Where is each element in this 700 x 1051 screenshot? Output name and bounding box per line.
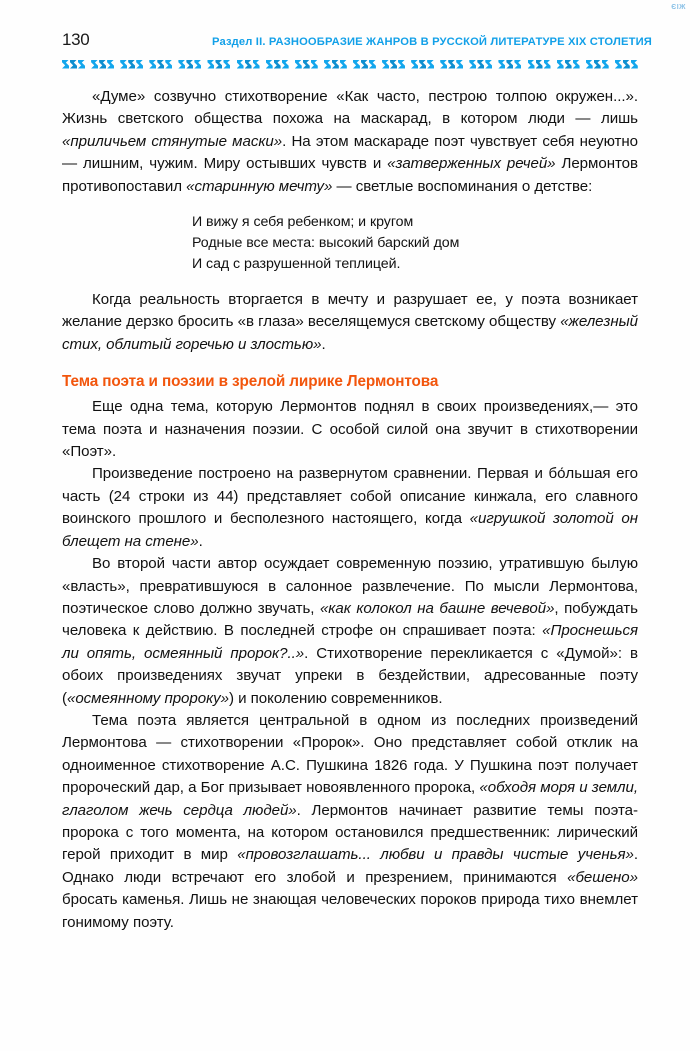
ornament-group bbox=[528, 60, 551, 69]
ornament-group bbox=[91, 60, 114, 69]
page-number: 130 bbox=[62, 30, 90, 49]
ornament-unit-icon bbox=[419, 60, 426, 69]
ornament-unit-icon bbox=[340, 60, 347, 69]
ornament-unit-icon bbox=[237, 60, 244, 69]
ornament-unit-icon bbox=[120, 60, 127, 69]
ornament-group bbox=[615, 60, 638, 69]
text-run: . bbox=[198, 532, 203, 550]
ornament-unit-icon bbox=[223, 60, 230, 69]
ornament-unit-icon bbox=[165, 60, 172, 69]
text-run: Произведение построено на развернутом сравнении. Первая и бо́льшая его часть (24 строки из 44) представляет собой описание кинжала, его славного воинского прошлого и бесполезного настоящего, когда bbox=[62, 465, 638, 528]
ornament-unit-icon bbox=[477, 60, 484, 69]
ornament-unit-icon bbox=[194, 60, 201, 69]
paragraph-theme-intro bbox=[62, 396, 638, 463]
ornament-group bbox=[440, 60, 463, 69]
ornament-unit-icon bbox=[282, 60, 289, 69]
text-run: Еще одна тема, которую Лермонтов поднял в своих произведениях,— это тема поэта и назначения поэзии. С особой силой она звучит в стихотворении «Поэт». bbox=[62, 398, 638, 461]
ornament-group bbox=[120, 60, 143, 69]
ornament-group bbox=[266, 60, 289, 69]
page-content bbox=[62, 86, 638, 934]
ornament-unit-icon bbox=[245, 60, 252, 69]
ornament-unit-icon bbox=[411, 60, 418, 69]
ornament-unit-icon bbox=[631, 60, 638, 69]
ornament-unit-icon bbox=[361, 60, 368, 69]
italic-quote: «старинную мечту» bbox=[186, 177, 333, 195]
ornament-unit-icon bbox=[311, 60, 318, 69]
ornament-unit-icon bbox=[215, 60, 222, 69]
ornament-unit-icon bbox=[70, 60, 77, 69]
ornament-unit-icon bbox=[274, 60, 281, 69]
text-run: . bbox=[321, 335, 326, 353]
ornament-unit-icon bbox=[332, 60, 339, 69]
text-run: . На этом маскараде поэт чувствует себя неуютно — лишним, чужим. Миру остывших чувств и bbox=[62, 132, 638, 173]
italic-quote: «игрушкой золотой он блещет на стене» bbox=[62, 510, 638, 550]
ornament-unit-icon bbox=[456, 60, 463, 69]
text-run: — светлые воспоминания о детстве: bbox=[332, 177, 593, 195]
ornament-group bbox=[62, 60, 85, 69]
ornament-unit-icon bbox=[565, 60, 572, 69]
ornament-group bbox=[324, 60, 347, 69]
text-run: . Стихотворение перекликается с «Думой»: в обоих произведениях звучат упреки в бездействии, адресованные поэту ( bbox=[62, 644, 638, 707]
italic-quote: «бешено» bbox=[567, 868, 638, 886]
text-run: Лермонтов противопоставил bbox=[62, 155, 638, 195]
text-run: Тема поэта является центральной в одном из последних произведений Лермонтова — стихотворении «Пророк». Оно представляет собой отклик на одноименное стихотворение А.С. Пушкина 1826 года. У Пушкина поэт получает пророческий дар, а Бог призывает новоявленного пророка, bbox=[62, 711, 638, 797]
paragraph-structure bbox=[62, 463, 638, 553]
ornament-unit-icon bbox=[615, 60, 622, 69]
ornament-unit-icon bbox=[469, 60, 476, 69]
ornament-group bbox=[382, 60, 405, 69]
text-run: . Однако люди встречают его злобой и презрением, принимаются bbox=[62, 846, 639, 886]
running-head bbox=[62, 30, 652, 50]
ornament-group bbox=[353, 60, 376, 69]
ornament-unit-icon bbox=[324, 60, 331, 69]
ornament-unit-icon bbox=[186, 60, 193, 69]
ornament-group bbox=[237, 60, 260, 69]
ornament-unit-icon bbox=[514, 60, 521, 69]
ornament-unit-icon bbox=[99, 60, 106, 69]
ornament-group bbox=[149, 60, 172, 69]
ornament-unit-icon bbox=[485, 60, 492, 69]
text-run: , побуждать человека к действию. В последней строфе он спрашивает поэта: bbox=[62, 599, 638, 640]
ornament-unit-icon bbox=[398, 60, 405, 69]
ornament-unit-icon bbox=[506, 60, 513, 69]
ornament-group bbox=[178, 60, 201, 69]
ornament-unit-icon bbox=[586, 60, 593, 69]
ornament-unit-icon bbox=[253, 60, 260, 69]
text-run: «Думе» созвучно стихотворение «Как часто, пестрою толпою окружен...». Жизнь светского общества похожа на маскарад, в котором люди — лишь bbox=[62, 88, 638, 128]
italic-quote: «обходя моря и земли, глаголом жечь сердца людей» bbox=[62, 779, 638, 819]
ornament-group bbox=[586, 60, 609, 69]
ornament-group bbox=[411, 60, 434, 69]
text-run: Во второй части автор осуждает современную поэзию, утратившую былую «власть», превратившуюся в салонное развлечение. По мысли Лермонтова, поэтическое слово должно звучать, bbox=[62, 555, 638, 617]
italic-quote: «как колокол на башне вечевой» bbox=[319, 599, 555, 617]
running-title: Раздел II. РАЗНООБРАЗИЕ ЖАНРОВ В РУССКОЙ ЛИТЕРАТУРЕ XIX СТОЛЕТИЯ bbox=[211, 36, 652, 48]
ornament-unit-icon bbox=[178, 60, 185, 69]
italic-quote: «затверженных речей» bbox=[387, 155, 556, 173]
corner-watermark: ЄІЖ bbox=[671, 4, 686, 11]
text-run: ) и поколению современников. bbox=[229, 689, 443, 707]
verse-line: И вижу я себя ребенком; и кругом bbox=[192, 214, 414, 231]
italic-quote: «железный стих, облитый горечью и злостью» bbox=[62, 313, 638, 353]
paragraph-duma bbox=[62, 86, 638, 198]
ornament-group bbox=[295, 60, 318, 69]
ornament-unit-icon bbox=[440, 60, 447, 69]
ornament-unit-icon bbox=[295, 60, 302, 69]
ornament-unit-icon bbox=[544, 60, 551, 69]
ornament-unit-icon bbox=[62, 60, 69, 69]
ornament-unit-icon bbox=[91, 60, 98, 69]
italic-quote: «Проснешься ли опять, осмеянный пророк?..» bbox=[62, 622, 638, 662]
ornament-unit-icon bbox=[78, 60, 85, 69]
ornament-unit-icon bbox=[303, 60, 310, 69]
text-run: бросать каменья. Лишь не знающая человеческих пороков природа тихо внемлет гонимому поэту. bbox=[62, 891, 638, 931]
ornament-unit-icon bbox=[266, 60, 273, 69]
ornament-unit-icon bbox=[573, 60, 580, 69]
paragraph-second-part bbox=[62, 553, 638, 710]
ornament-unit-icon bbox=[602, 60, 609, 69]
text-run: . Лермонтов начинает развитие темы поэта-пророка с того момента, на котором остановился предшественник: лирический герой приходит в мир bbox=[62, 801, 638, 864]
verse-line: И сад с разрушенной теплицей. bbox=[192, 256, 401, 273]
section-heading: Тема поэта и поэзии в зрелой лирике Лермонтова bbox=[62, 373, 439, 391]
ornament-unit-icon bbox=[623, 60, 630, 69]
ornament-unit-icon bbox=[353, 60, 360, 69]
ornament-unit-icon bbox=[594, 60, 601, 69]
ornament-unit-icon bbox=[149, 60, 156, 69]
italic-quote: «осмеянному пророку» bbox=[66, 689, 230, 707]
ornament-unit-icon bbox=[390, 60, 397, 69]
verse-block bbox=[62, 212, 638, 275]
italic-quote: «приличьем стянутые маски» bbox=[62, 132, 283, 150]
ornament-unit-icon bbox=[369, 60, 376, 69]
ornament-unit-icon bbox=[382, 60, 389, 69]
ornament-group bbox=[557, 60, 580, 69]
paragraph-reality bbox=[62, 289, 638, 356]
ornamental-divider bbox=[62, 57, 638, 71]
ornament-unit-icon bbox=[557, 60, 564, 69]
ornament-unit-icon bbox=[128, 60, 135, 69]
ornament-group bbox=[469, 60, 492, 69]
ornament-unit-icon bbox=[207, 60, 214, 69]
text-run: Когда реальность вторгается в мечту и разрушает ее, у поэта возникает желание дерзко бросить «в глаза» веселящемуся светскому обществу bbox=[62, 291, 638, 331]
italic-quote: «провозглашать... любви и правды чистые ученья» bbox=[237, 846, 634, 864]
ornament-unit-icon bbox=[528, 60, 535, 69]
ornament-unit-icon bbox=[536, 60, 543, 69]
ornament-group bbox=[498, 60, 521, 69]
ornament-group bbox=[207, 60, 230, 69]
ornament-unit-icon bbox=[157, 60, 164, 69]
ornament-unit-icon bbox=[107, 60, 114, 69]
ornament-unit-icon bbox=[136, 60, 143, 69]
verse-line: Родные все места: высокий барский дом bbox=[192, 235, 460, 252]
ornament-unit-icon bbox=[448, 60, 455, 69]
paragraph-prophet bbox=[62, 710, 638, 934]
ornament-unit-icon bbox=[427, 60, 434, 69]
ornament-unit-icon bbox=[498, 60, 505, 69]
